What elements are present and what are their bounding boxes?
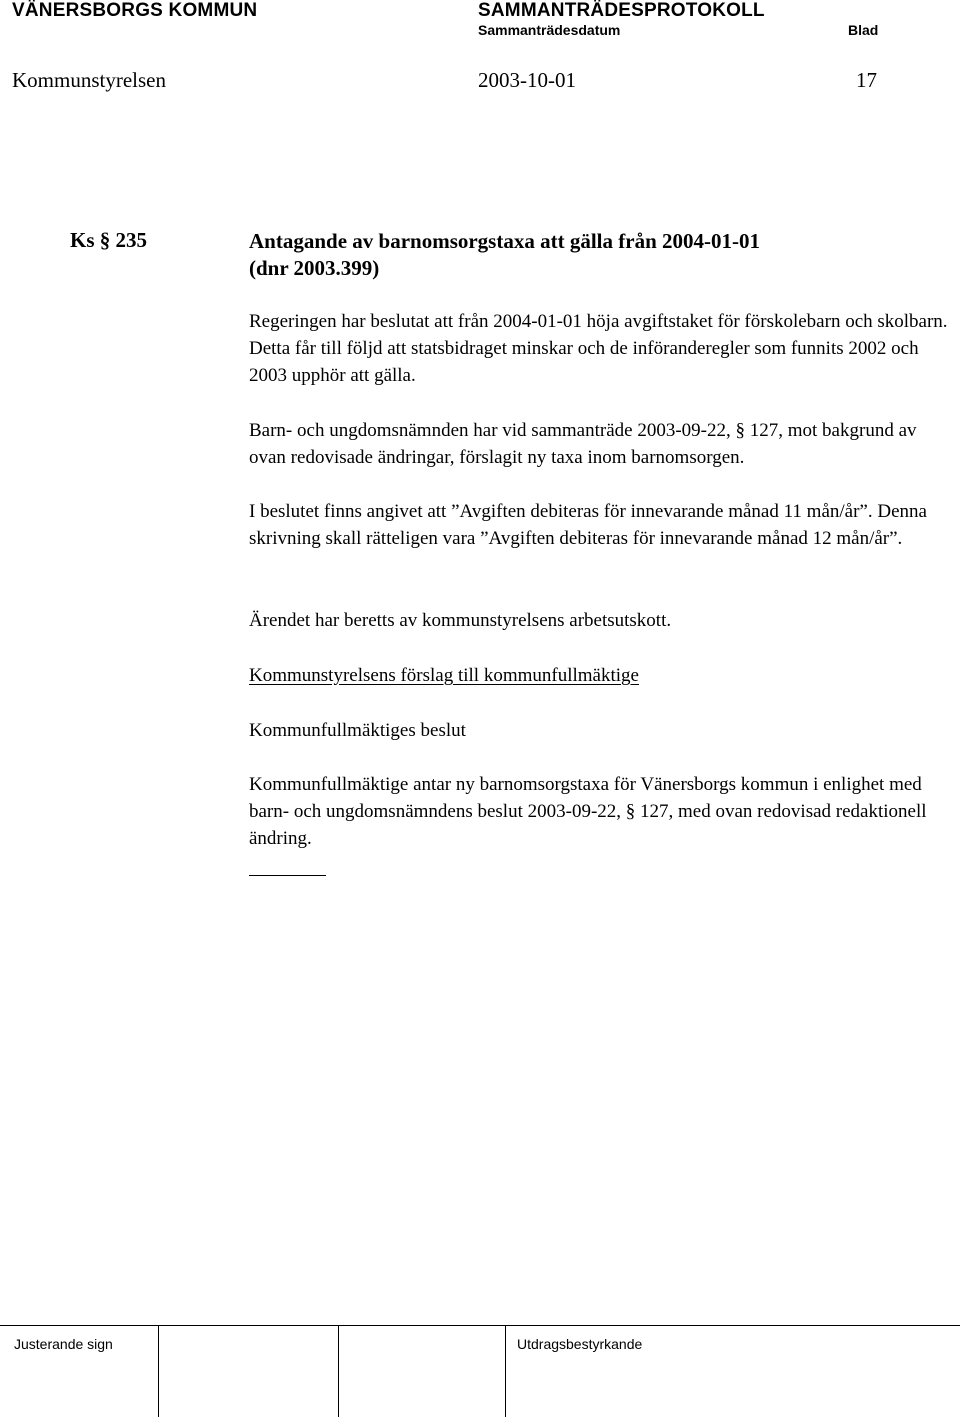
section-title-line-2: (dnr 2003.399) (249, 256, 380, 280)
end-rule (249, 875, 326, 876)
proposal-heading: Kommunstyrelsens förslag till kommunfullmäktige (249, 665, 639, 686)
decision-text: Kommunfullmäktige antar ny barnomsorgstaxa för Vänersborgs kommun i enlighet med barn- och ungdomsnämndens beslut 2003-09-22, § 127, med ovan redovisad redaktionell ändring. (249, 774, 927, 849)
decision-heading: Kommunfullmäktiges beslut (249, 720, 466, 741)
footer-rule (0, 1325, 960, 1326)
section-title-line-1: Antagande av barnomsorgstaxa att gälla från 2004-01-01 (249, 229, 760, 253)
organization-name: VÄNERSBORGS KOMMUN (12, 0, 258, 21)
paragraph-background: Regeringen har beslutat att från 2004-01-01 höja avgiftstaket för förskolebarn och skolbarn. Detta får till följd att statsbidraget minskar och de införanderegler som funnits 2002 och 2003 upphör att gälla. (249, 311, 948, 386)
footer-divider (505, 1325, 506, 1417)
meeting-date: 2003-10-01 (478, 68, 576, 92)
committee-name: Kommunstyrelsen (12, 68, 166, 92)
page-number: 17 (856, 68, 877, 92)
extract-label: Utdragsbestyrkande (517, 1336, 643, 1352)
section-title (249, 228, 939, 282)
document-type: SAMMANTRÄDESPROTOKOLL (478, 0, 765, 21)
paragraph-correction: I beslutet finns angivet att ”Avgiften debiteras för innevarande månad 11 mån/år”. Denna skrivning skall rätteligen vara ”Avgiften debiteras för innevarande månad 12 mån/år”. (249, 501, 927, 549)
page-label: Blad (848, 22, 879, 38)
paragraph-committee-proposal: Barn- och ungdomsnämnden har vid sammanträde 2003-09-22, § 127, mot bakgrund av ovan redovisade ändringar, förslagit ny taxa inom barnomsorgen. (249, 420, 917, 468)
section-number: Ks § 235 (70, 228, 148, 252)
footer-divider (158, 1325, 159, 1417)
footer-divider (338, 1325, 339, 1417)
paragraph-preparation: Ärendet har beretts av kommunstyrelsens arbetsutskott. (249, 610, 672, 631)
sign-label: Justerande sign (14, 1336, 113, 1352)
meeting-date-label: Sammanträdesdatum (478, 22, 621, 38)
